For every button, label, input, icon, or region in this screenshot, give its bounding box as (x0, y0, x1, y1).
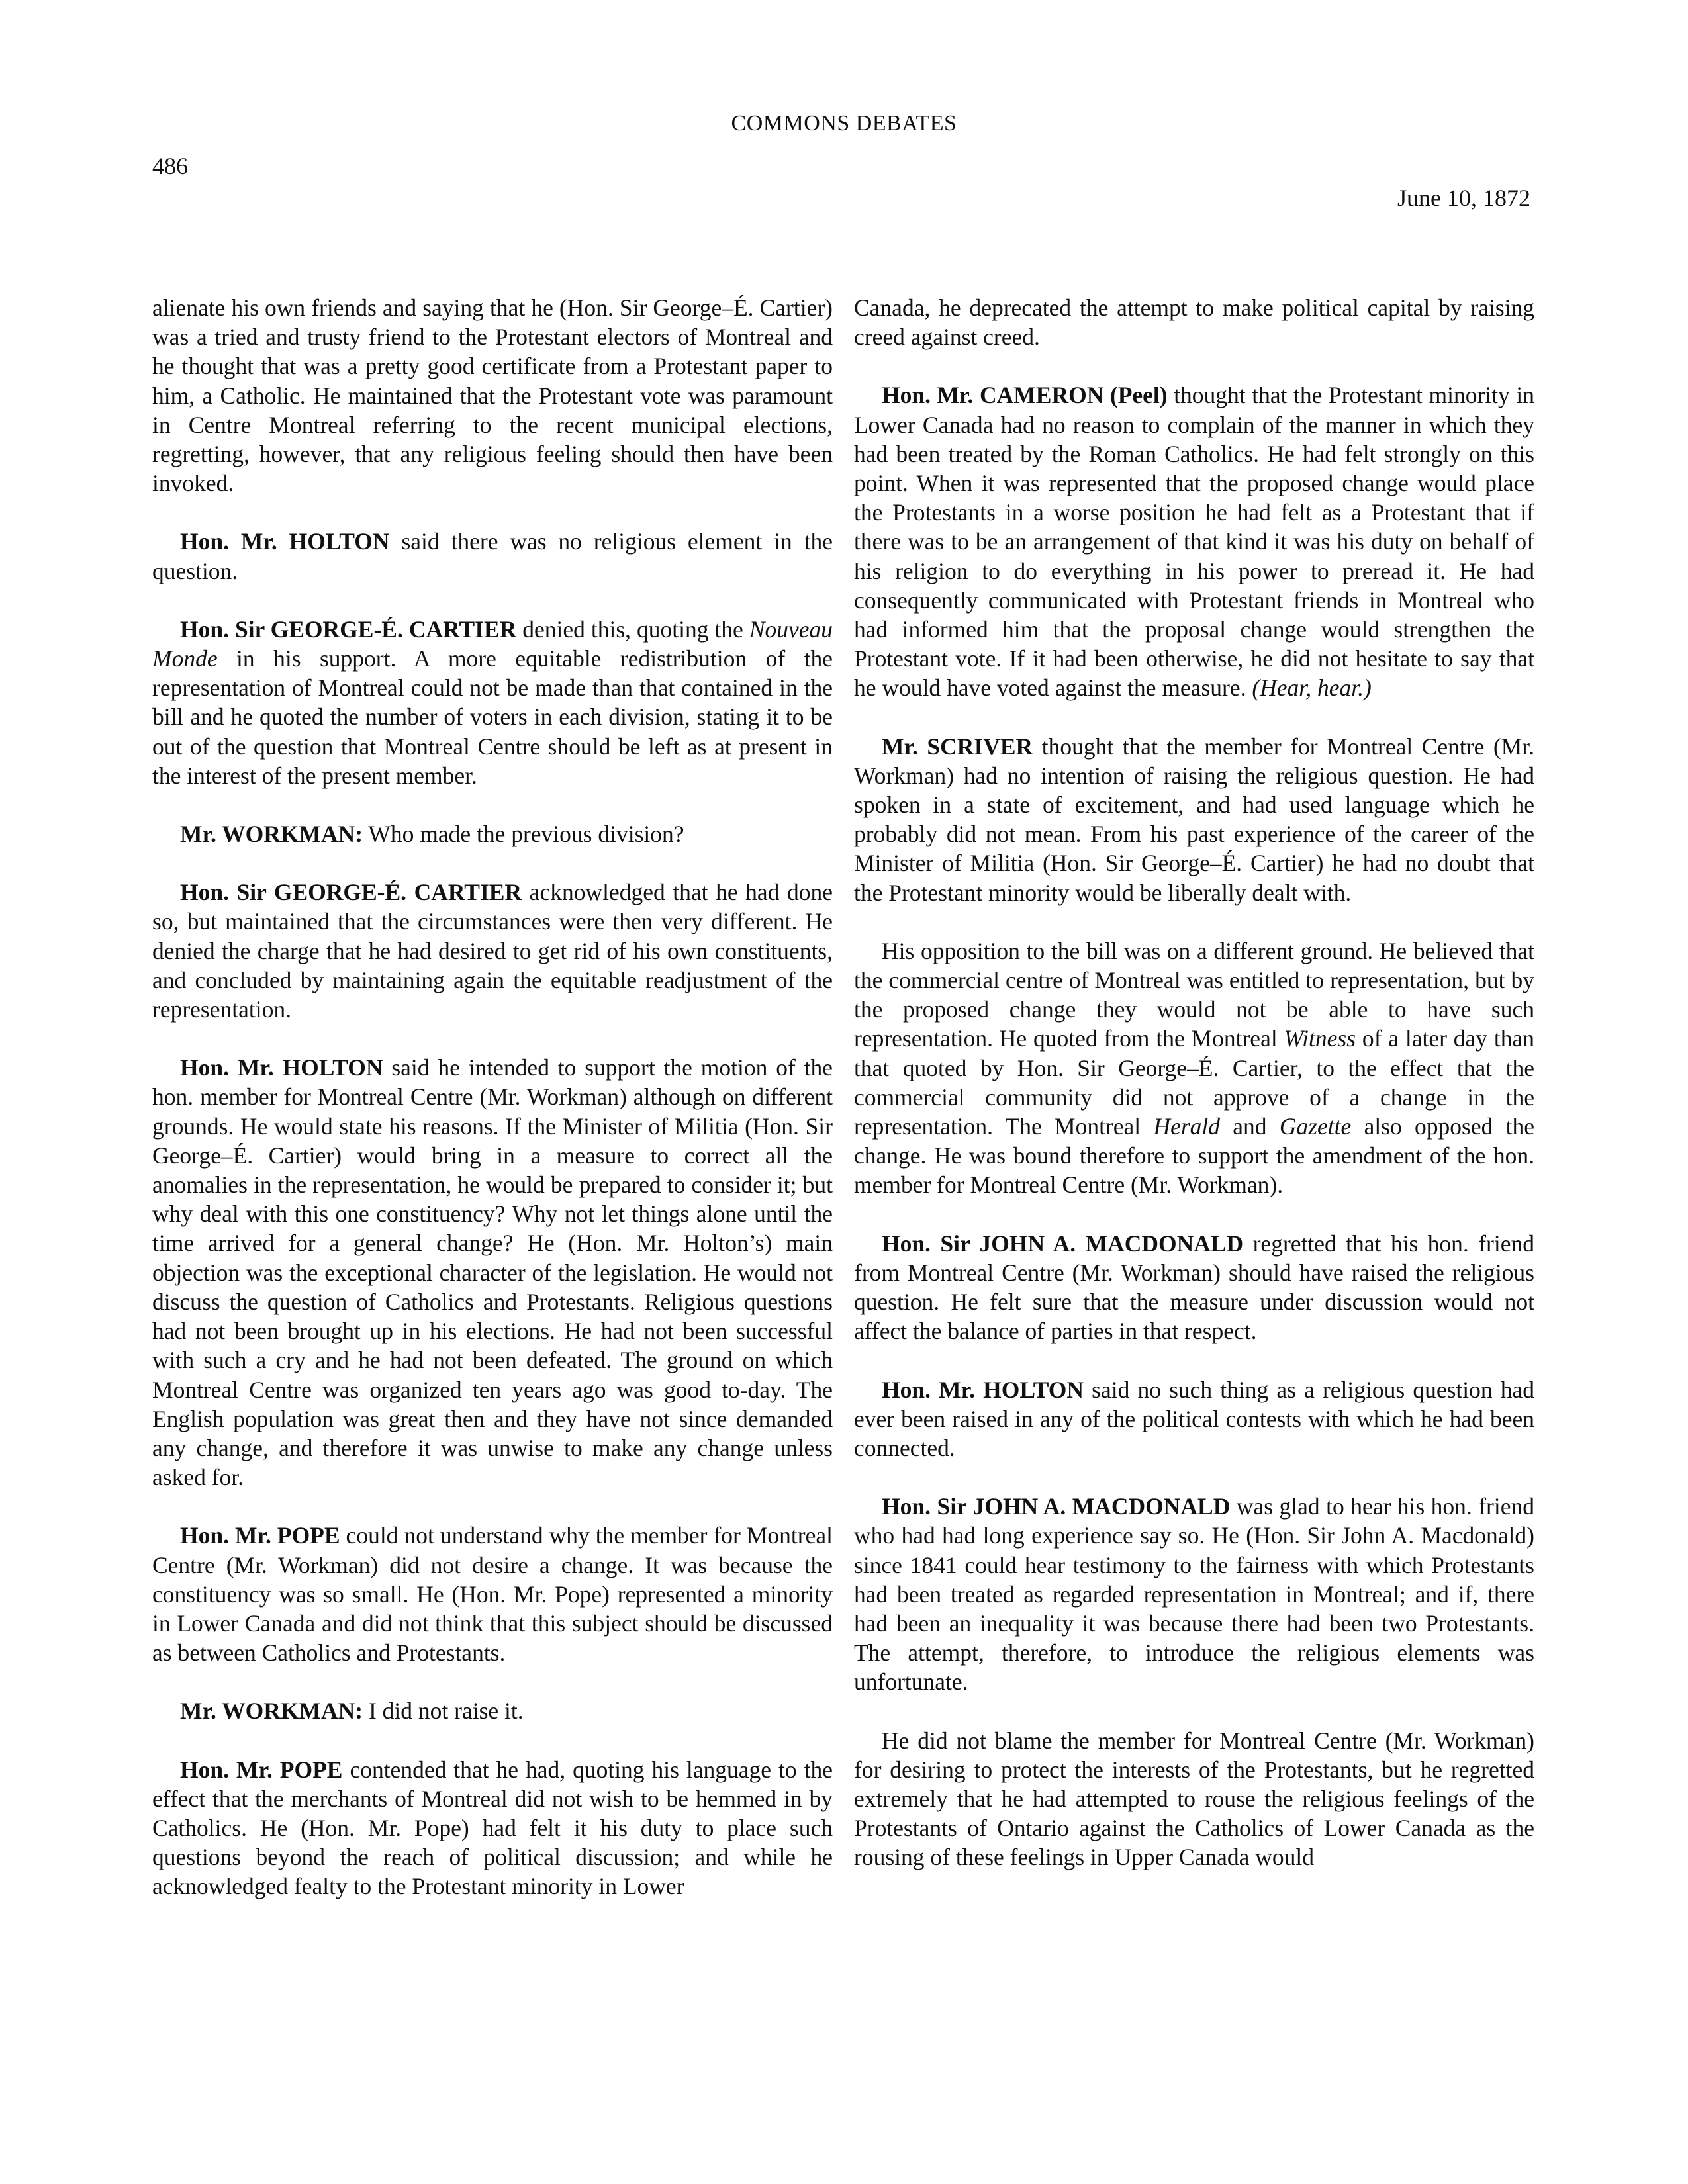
speech-text: said he intended to support the motion of the hon. member for Montreal Centre (Mr. Workman) although on different grounds. He would state his reasons. If the Minister of Militia (Hon. Sir George–É. Cartier) would bring in a measure to correct all the anomalies in the representation, he would be prepared to consider it; but why deal with this one constituency? Why not let things alone until the time arrived for a general change? He (Hon. Mr. Holton’s) main objection was the exceptional character of the legislation. He would not discuss the question of Catholics and Protestants. Religious questions had not been brought up in his elections. He had not been successful with such a cry and he had not been defeated. The ground on which Montreal Centre was organized ten years ago was good to-day. The English population was great then and they have not since demanded any change, and therefore it was unwise to make any change unless asked for. (152, 1054, 833, 1491)
speech-paragraph (854, 1492, 1534, 1696)
paragraph-continued: alienate his own friends and saying that he (Hon. Sir George–É. Cartier) was a tried and trusty friend to the Protestant electors of Montreal and he thought that was a pretty good certificate from a Protestant paper to him, a Catholic. He maintained that the Protestant vote was paramount in Centre Montreal referring to the recent municipal elections, regretting, however, that any religious feeling should then have been invoked. (152, 295, 833, 497)
speech-text: also opposed the change. He was bound therefore to support the amendment of the hon. member for Montreal Centre (Mr. Workman). (854, 1113, 1534, 1199)
interjection: (Hear, hear.) (1252, 674, 1372, 702)
speaker-name: Hon. Mr. CAMERON (Peel) (882, 382, 1168, 409)
speech-paragraph (152, 1053, 833, 1492)
speech-text: denied this, quoting the (516, 615, 749, 643)
speech-paragraph (152, 615, 833, 790)
speaker-name: Mr. SCRIVER (882, 733, 1033, 760)
speech-text: He did not blame the member for Montreal Centre (Mr. Workman) for desiring to protect the interests of the Protestants, but he regretted extremely that he had attempted to rouse the religious feelings of the Protestants of Ontario against the Catholics of Lower Canada as the rousing of these feelings in Upper Canada would (854, 1727, 1534, 1871)
speech-paragraph (152, 527, 833, 585)
speech-paragraph (854, 936, 1534, 1200)
speech-text: acknowledged that he had done so, but maintained that the circumstances were then very different. He denied the charge that he had desired to get rid of his own constituents, and concluded by maintaining again the equitable readjustment of the representation. (152, 879, 833, 1023)
speaker-name: Hon. Sir JOHN A. MACDONALD (882, 1493, 1231, 1520)
speech-text: Who made the previous division? (363, 821, 684, 848)
speech-paragraph (854, 1375, 1534, 1463)
speech-paragraph (152, 1755, 833, 1901)
running-head: COMMONS DEBATES (731, 111, 957, 136)
speaker-name: Hon. Mr. POPE (180, 1756, 343, 1783)
speaker-name: Mr. WORKMAN: (180, 821, 363, 848)
speaker-name: Hon. Sir GEORGE-É. CARTIER (180, 879, 522, 906)
speech-text: regretted that his hon. friend from Montreal Centre (Mr. Workman) should have raised the religious question. He felt sure that the measure under discussion would not affect the balance of parties in that respect. (854, 1230, 1534, 1345)
speech-text: thought that the member for Montreal Centre (Mr. Workman) had no intention of raising the religious question. He had spoken in a state of excitement, and had used language which he probably did not mean. From his past experience of the career of the Minister of Militia (Hon. Sir George–É. Cartier) he had no doubt that the Protestant minority would be liberally dealt with. (854, 733, 1534, 906)
italic-title: Gazette (1279, 1113, 1352, 1140)
speech-paragraph (854, 1726, 1534, 1872)
speech-paragraph (152, 819, 833, 848)
left-column (152, 293, 833, 1931)
speech-paragraph (854, 381, 1534, 702)
speaker-name: Hon. Sir GEORGE-É. CARTIER (180, 615, 517, 643)
speech-paragraph (152, 1521, 833, 1667)
page-number: 486 (152, 153, 188, 179)
speech-text: His opposition to the bill was on a different ground. He believed that the commercial centre of Montreal was entitled to representation, but by the proposed change they would not be able to have such representation. He quoted from the Montreal (854, 937, 1534, 1052)
speaker-name: Hon. Mr. POPE (180, 1522, 340, 1549)
italic-title: Nouveau Monde (152, 615, 833, 672)
speaker-name: Hon. Mr. HOLTON (180, 528, 390, 555)
speech-text: contended that he had, quoting his language to the effect that the merchants of Montreal did not wish to be hemmed in by Catholics. He (Hon. Mr. Pope) had felt it his duty to place such questions beyond the reach of political discussion; and while he acknowledged fealty to the Protestant minority in Lower (152, 1756, 833, 1900)
right-column (854, 293, 1534, 1901)
speech-paragraph (152, 1696, 833, 1725)
speaker-name: Hon. Sir JOHN A. MACDONALD (882, 1230, 1244, 1257)
speech-text: was glad to hear his hon. friend who had had long experience say so. He (Hon. Sir John A. Macdonald) since 1841 could hear testimony to the fairness with which Protestants had been treated as regarded representation in Montreal; and if, there had been an inequality it was because there had been two Protestants. The attempt, therefore, to introduce the religious elements was unfortunate. (854, 1493, 1534, 1696)
speech-text: said no such thing as a religious question had ever been raised in any of the political contests with which he had been connected. (854, 1376, 1534, 1461)
italic-title: Witness (1284, 1025, 1356, 1052)
speaker-name: Mr. WORKMAN: (180, 1698, 363, 1725)
italic-title: Herald (1153, 1113, 1221, 1140)
paragraph-continued: Canada, he deprecated the attempt to make political capital by raising creed against creed. (854, 295, 1534, 351)
speech-text: and (1220, 1113, 1280, 1140)
speaker-name: Hon. Mr. HOLTON (180, 1054, 383, 1081)
speech-text: said there was no religious element in the question. (152, 528, 833, 584)
speech-paragraph (854, 732, 1534, 907)
page-date: June 10, 1872 (1397, 185, 1530, 211)
speech-text: thought that the Protestant minority in Lower Canada had no reason to complain of the manner in which they had been treated by the Roman Catholics. He had felt strongly on this point. When it was represented that the proposed change would place the Protestants in a worse position he had felt as a Protestant that if there was to be an arrangement of that kind it was his duty on behalf of his religion to do everything in his power to preread it. He had consequently communicated with Protestant friends in Montreal who had informed him that the proposal change would strengthen the Protestant vote. If it had been otherwise, he did not hesitate to say that he would have voted against the measure. (854, 382, 1534, 702)
speech-text: could not understand why the member for Montreal Centre (Mr. Workman) did not desire a change. It was because the constituency was so small. He (Hon. Mr. Pope) represented a minority in Lower Canada and did not think that this subject should be discussed as between Catholics and Protestants. (152, 1522, 833, 1666)
speech-paragraph (854, 1229, 1534, 1346)
speech-text: I did not raise it. (363, 1698, 524, 1725)
speech-paragraph (152, 878, 833, 1024)
speaker-name: Hon. Mr. HOLTON (882, 1376, 1084, 1403)
speech-text: in his support. A more equitable redistribution of the representation of Montreal could not be made than that contained in the bill and he quoted the number of voters in each division, stating it to be out of the question that Montreal Centre should be left as at present in the interest of the present member. (152, 645, 833, 789)
speech-text: of a later day than that quoted by Hon. Sir George–É. Cartier, to the effect that the commercial community did not approve of a change in the representation. The Montreal (854, 1025, 1534, 1140)
